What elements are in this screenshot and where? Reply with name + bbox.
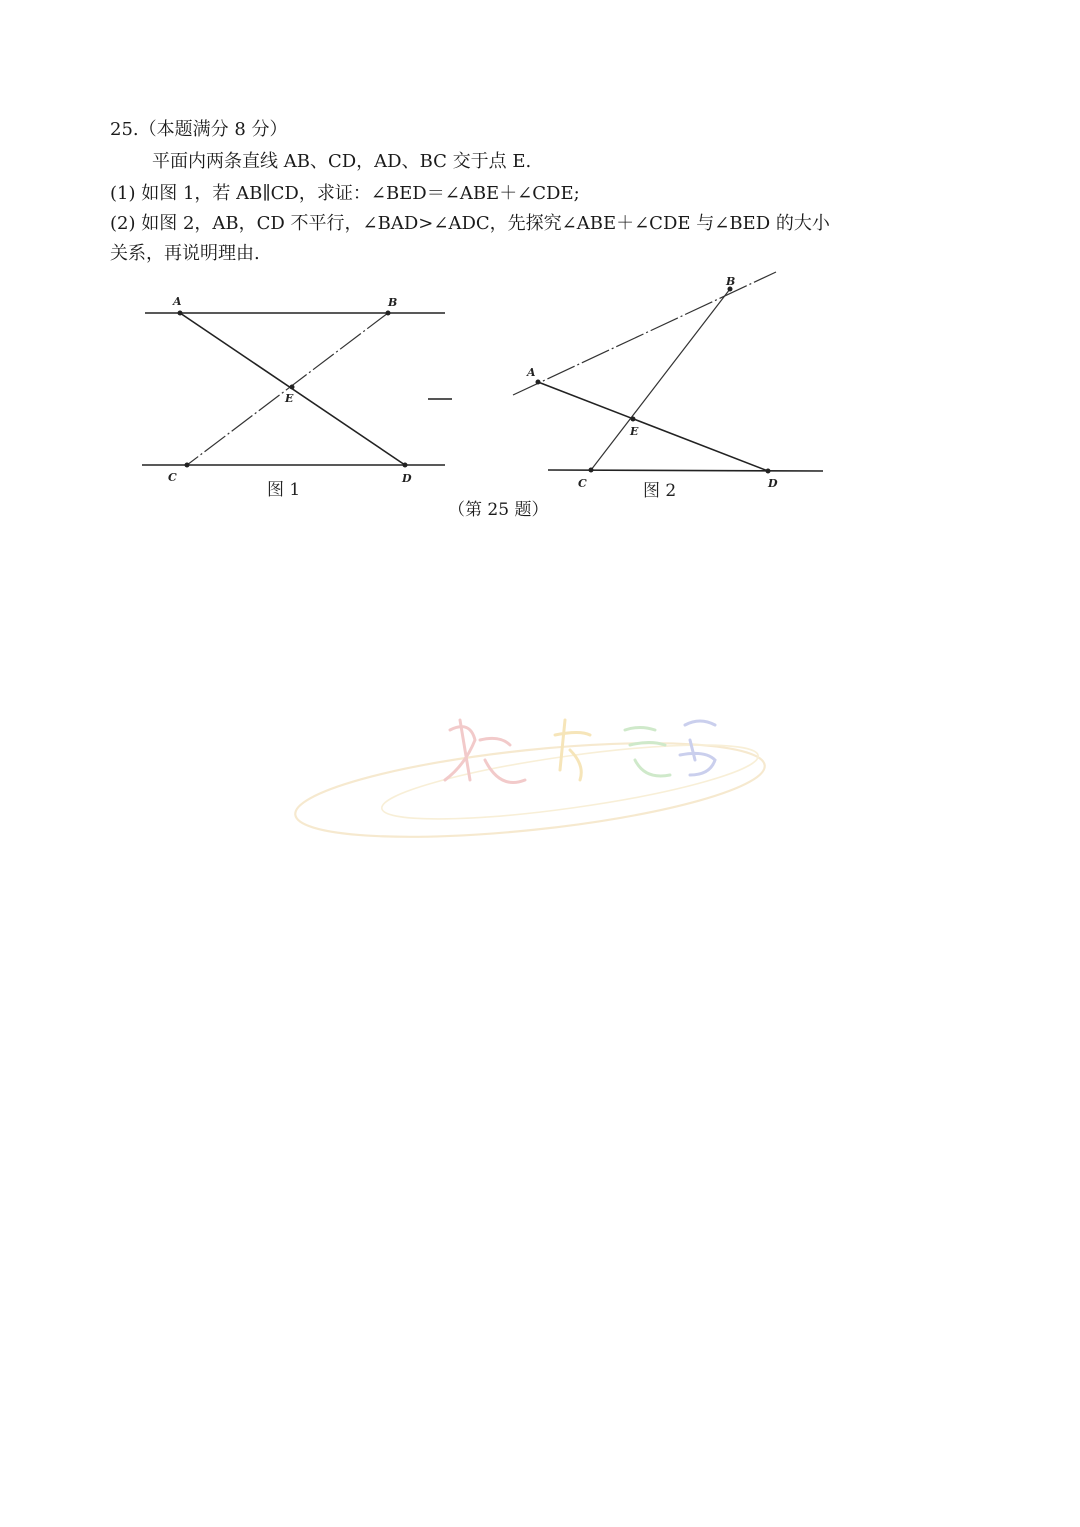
point-a <box>536 380 541 385</box>
question-part-2: (2) 如图 2，AB，CD 不平行，∠BAD>∠ADC，先探究∠ABE＋∠CDE 与∠BED 的大小 <box>110 213 830 234</box>
question-header: 25.（本题满分 8 分） <box>110 119 288 140</box>
label-a: A <box>527 366 536 379</box>
label-a: A <box>173 295 182 308</box>
point-a <box>178 311 183 316</box>
figure-1-caption: 图 1 <box>267 480 301 500</box>
point-d <box>766 469 771 474</box>
label-e: E <box>630 425 639 438</box>
label-b: B <box>388 296 398 309</box>
figure-1-diagram <box>140 288 450 503</box>
label-e: E <box>285 392 294 405</box>
label-b: B <box>726 275 736 288</box>
point-b <box>386 311 391 316</box>
point-c <box>589 468 594 473</box>
dash-mark <box>428 398 452 400</box>
watermark-logo-svg <box>290 690 790 850</box>
figure-2 <box>508 268 828 503</box>
line-ab <box>513 272 776 395</box>
point-e <box>631 417 636 422</box>
segment-ad <box>538 382 768 471</box>
question-part-2-continued: 关系，再说明理由. <box>110 243 260 264</box>
watermark-glyph-4 <box>680 721 715 775</box>
figure-1 <box>140 288 450 503</box>
label-d: D <box>768 477 778 490</box>
label-c: C <box>168 471 177 484</box>
problem-caption: （第 25 题） <box>448 500 549 520</box>
figure-2-diagram <box>508 268 828 503</box>
label-d: D <box>402 472 412 485</box>
label-c: C <box>578 477 587 490</box>
watermark-glyph-3 <box>625 728 670 777</box>
segment-bc <box>187 313 388 465</box>
watermark-logo <box>290 690 790 850</box>
question-part-1: (1) 如图 1，若 AB∥CD，求证：∠BED＝∠ABE＋∠CDE; <box>110 183 580 204</box>
point-d <box>403 463 408 468</box>
point-c <box>185 463 190 468</box>
question-intro: 平面内两条直线 AB、CD，AD、BC 交于点 E. <box>152 151 532 172</box>
watermark-ellipse-outer <box>291 726 769 850</box>
segment-bc <box>591 289 730 470</box>
point-e <box>290 385 295 390</box>
figure-2-caption: 图 2 <box>643 481 677 501</box>
watermark-glyph-2 <box>555 720 590 780</box>
